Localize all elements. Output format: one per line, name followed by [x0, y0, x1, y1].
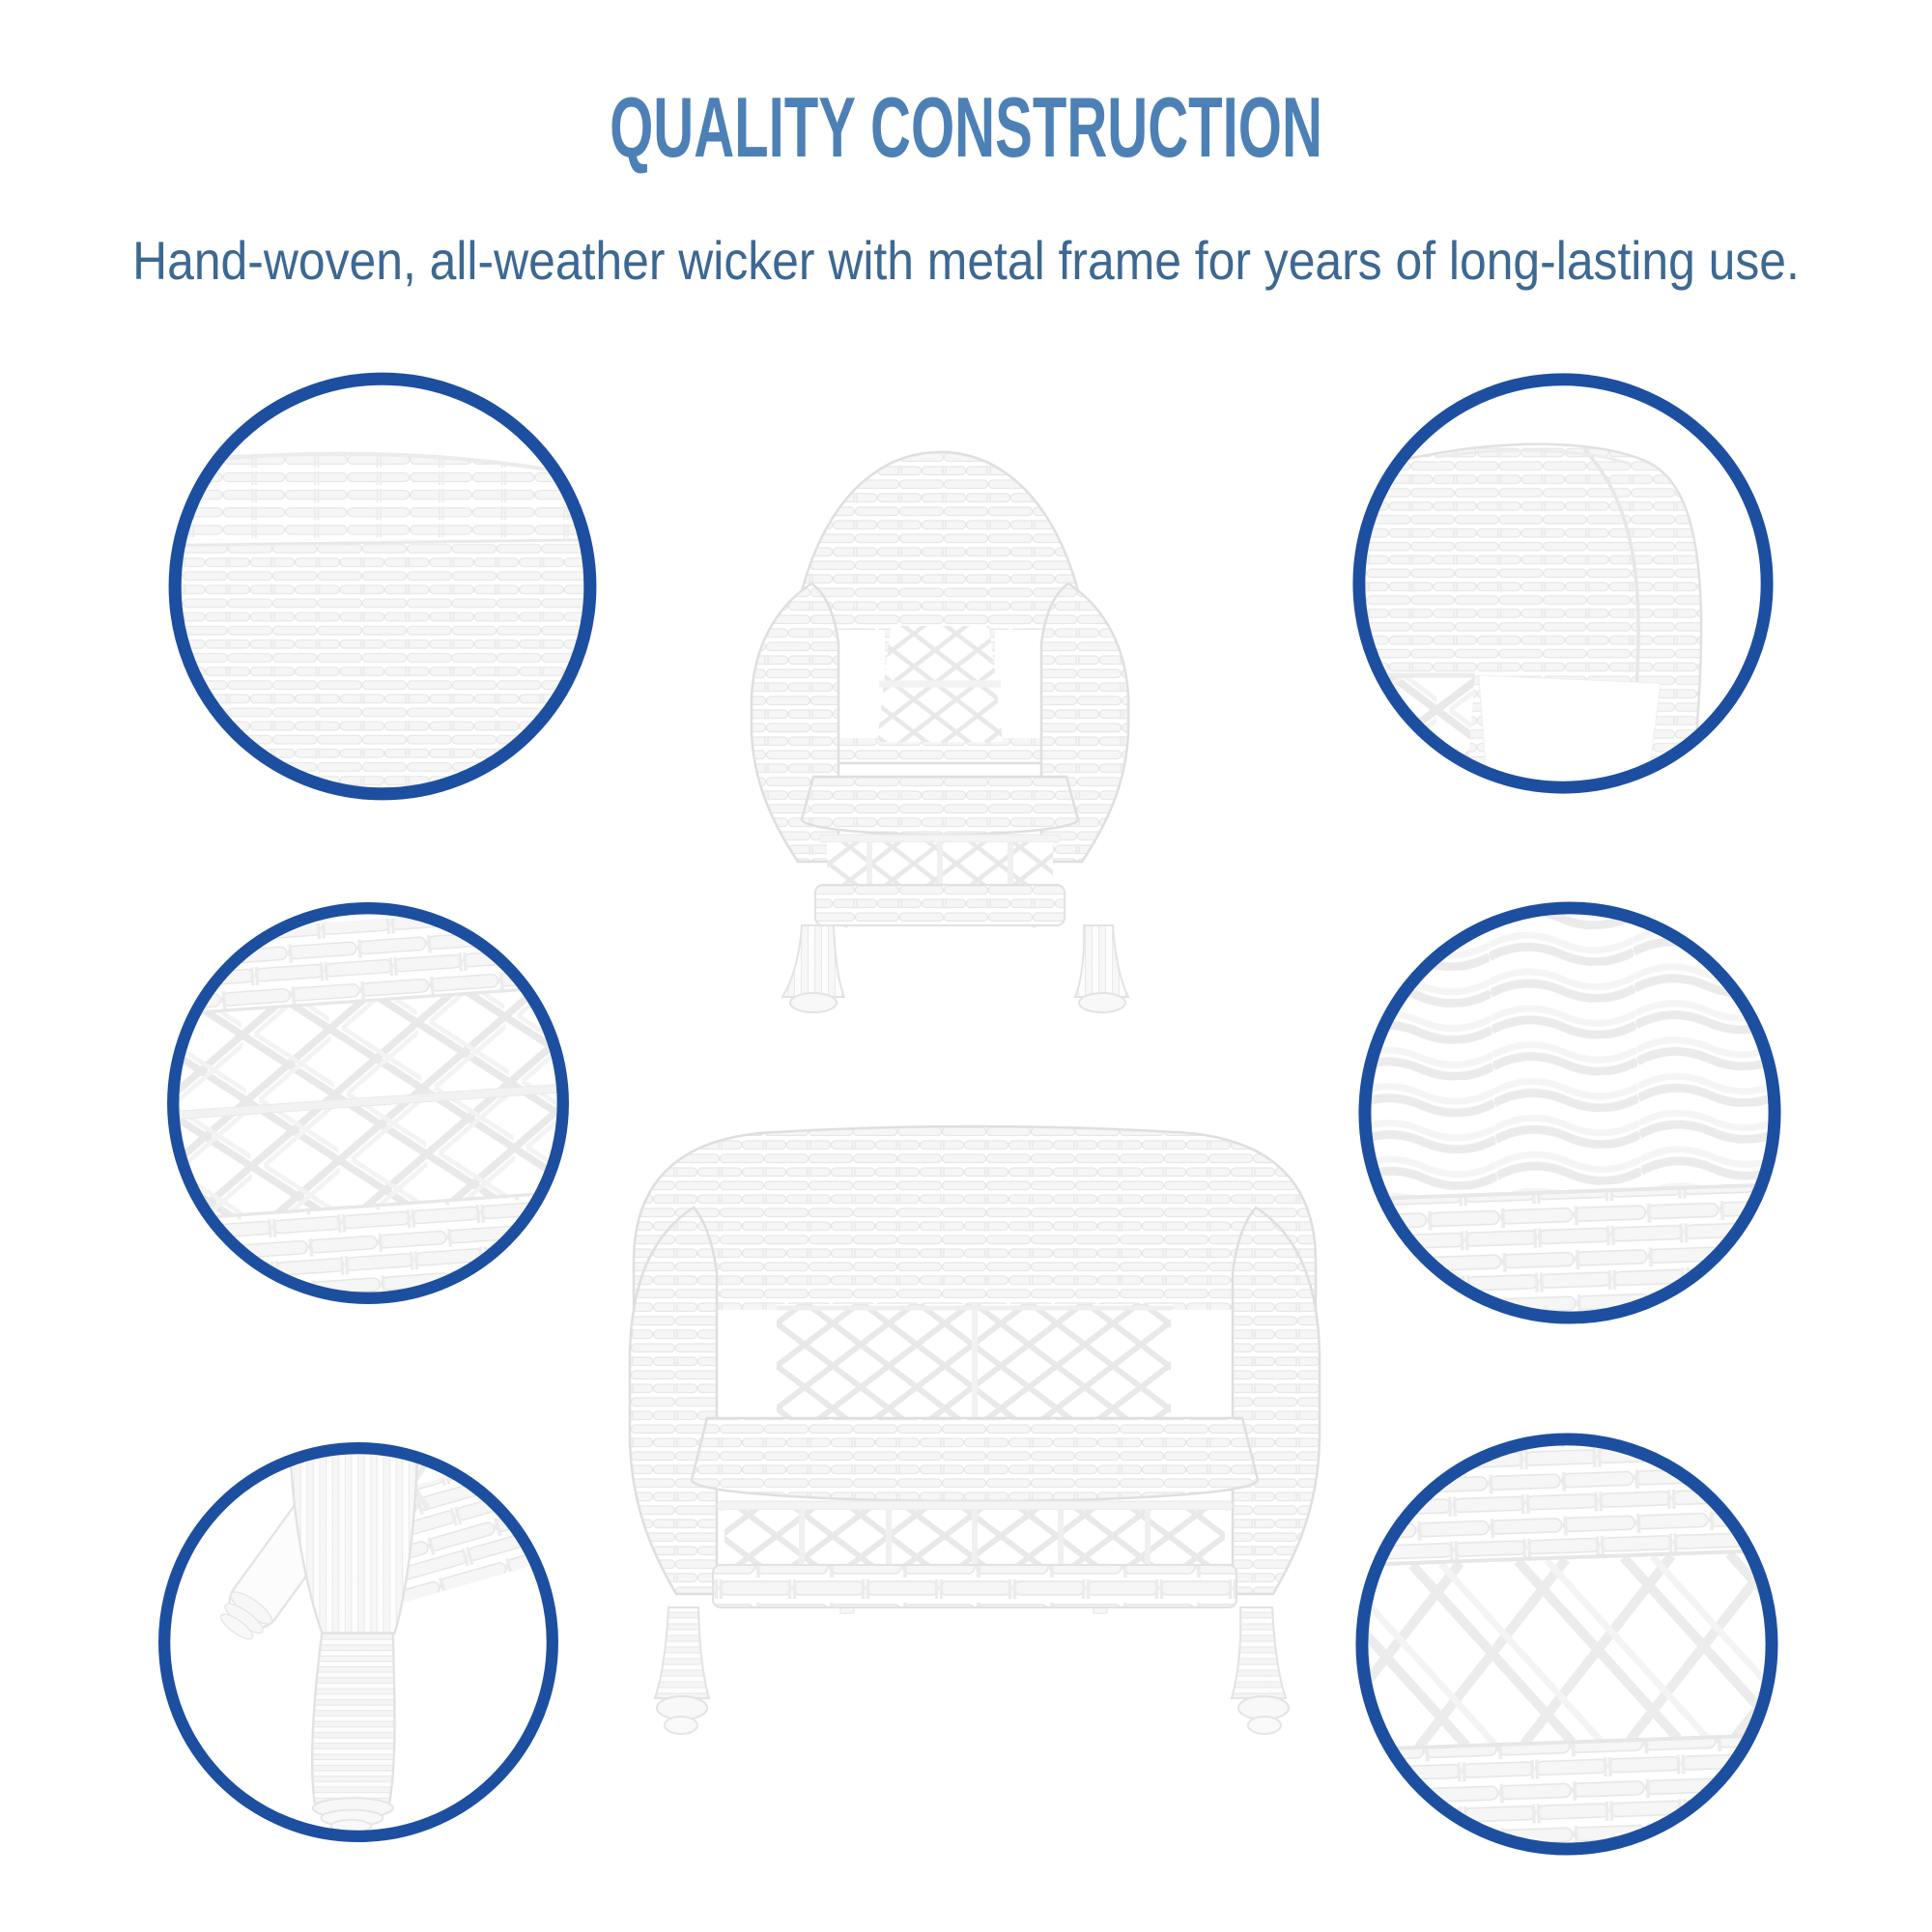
loveseat-graphic [630, 1126, 1320, 1734]
back-weave-zoom-image [160, 451, 605, 809]
chair-graphic [752, 452, 1128, 1012]
loveseat-apron-band [713, 1565, 1236, 1607]
apron-lattice-zoom-image [1348, 1434, 1786, 1863]
callout-arm-corner-detail [1345, 365, 1781, 802]
wicker-armchair-photo [744, 437, 1136, 1014]
callout-diamond-lattice-detail [159, 895, 577, 1312]
chair-leg-left [782, 925, 844, 997]
callout-wrapped-leg-detail [151, 1435, 566, 1850]
page-title: QUALITY CONSTRUCTION [610, 79, 1322, 175]
callout-back-weave-detail [160, 364, 605, 809]
callout-apron-lattice-detail [1348, 1425, 1786, 1863]
loveseat-seat [692, 1418, 1258, 1501]
chair-leg-right [1075, 925, 1128, 997]
wrapped-leg-zoom-image [213, 1435, 566, 1833]
chair-apron-band [815, 885, 1065, 925]
arm-corner-zoom-image [1345, 444, 1701, 802]
callout-tight-weave-detail [1350, 894, 1789, 1332]
chair-foot-right [1079, 993, 1125, 1012]
chair-seat [802, 777, 1078, 835]
loveseat-leg-left [655, 1607, 709, 1698]
loveseat-back [634, 1126, 1316, 1335]
page-subtitle: Hand-woven, all-weather wicker with metal frame for years of long-lasting use. [132, 230, 1800, 291]
chair-foot-left [790, 993, 837, 1012]
diamond-lattice-zoom-image [159, 903, 577, 1312]
wicker-loveseat-photo [609, 1111, 1341, 1758]
tight-weave-zoom-image [1350, 894, 1789, 1332]
loveseat-leg-right [1232, 1607, 1286, 1698]
